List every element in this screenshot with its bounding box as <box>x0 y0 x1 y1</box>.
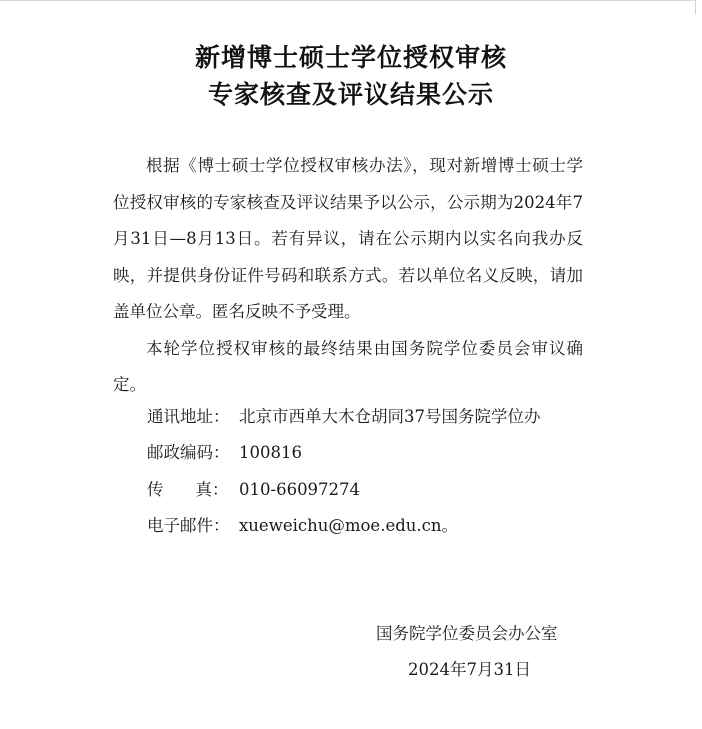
email-value: xueweichu@moe.edu.cn。 <box>239 516 459 535</box>
paragraph-announcement: 根据《博士硕士学位授权审核办法》，现对新增博士硕士学位授权审核的专家核查及评议结果予以公示，公示期为2024年7月31日—8月13日。若有异议，请在公示期内以实名向我办反映，并提供身份证件号码和联系方式。若以单位名义反映，请加盖单位公章。匿名反映不予受理。 <box>113 156 583 321</box>
address-value: 北京市西单大木仓胡同37号国务院学位办 <box>239 407 541 426</box>
postcode-label: 邮政编码： <box>147 443 230 462</box>
postcode-value: 100816 <box>239 443 302 462</box>
address-label: 通讯地址： <box>147 407 230 426</box>
signature-date: 2024年7月31日 <box>408 660 531 679</box>
top-border <box>0 0 695 4</box>
contact-email <box>147 515 458 537</box>
signature-organization: 国务院学位委员会办公室 <box>376 624 558 643</box>
document-title-line-1: 新增博士硕士学位授权审核 <box>194 43 507 72</box>
right-edge-mark <box>695 0 696 14</box>
fax-label <box>147 479 239 501</box>
fax-label-char-2: 真： <box>195 480 229 499</box>
contact-postcode <box>147 442 302 464</box>
paragraph-final-result: 本轮学位授权审核的最终结果由国务院学位委员会审议确定。 <box>113 338 583 394</box>
contact-address <box>147 406 541 428</box>
document-title-line-2: 专家核查及评议结果公示 <box>207 80 494 109</box>
email-label: 电子邮件： <box>147 516 230 535</box>
document-body <box>113 148 583 404</box>
contact-fax <box>147 479 360 501</box>
fax-label-char-1: 传 <box>147 480 164 499</box>
fax-value: 010-66097274 <box>239 480 361 499</box>
